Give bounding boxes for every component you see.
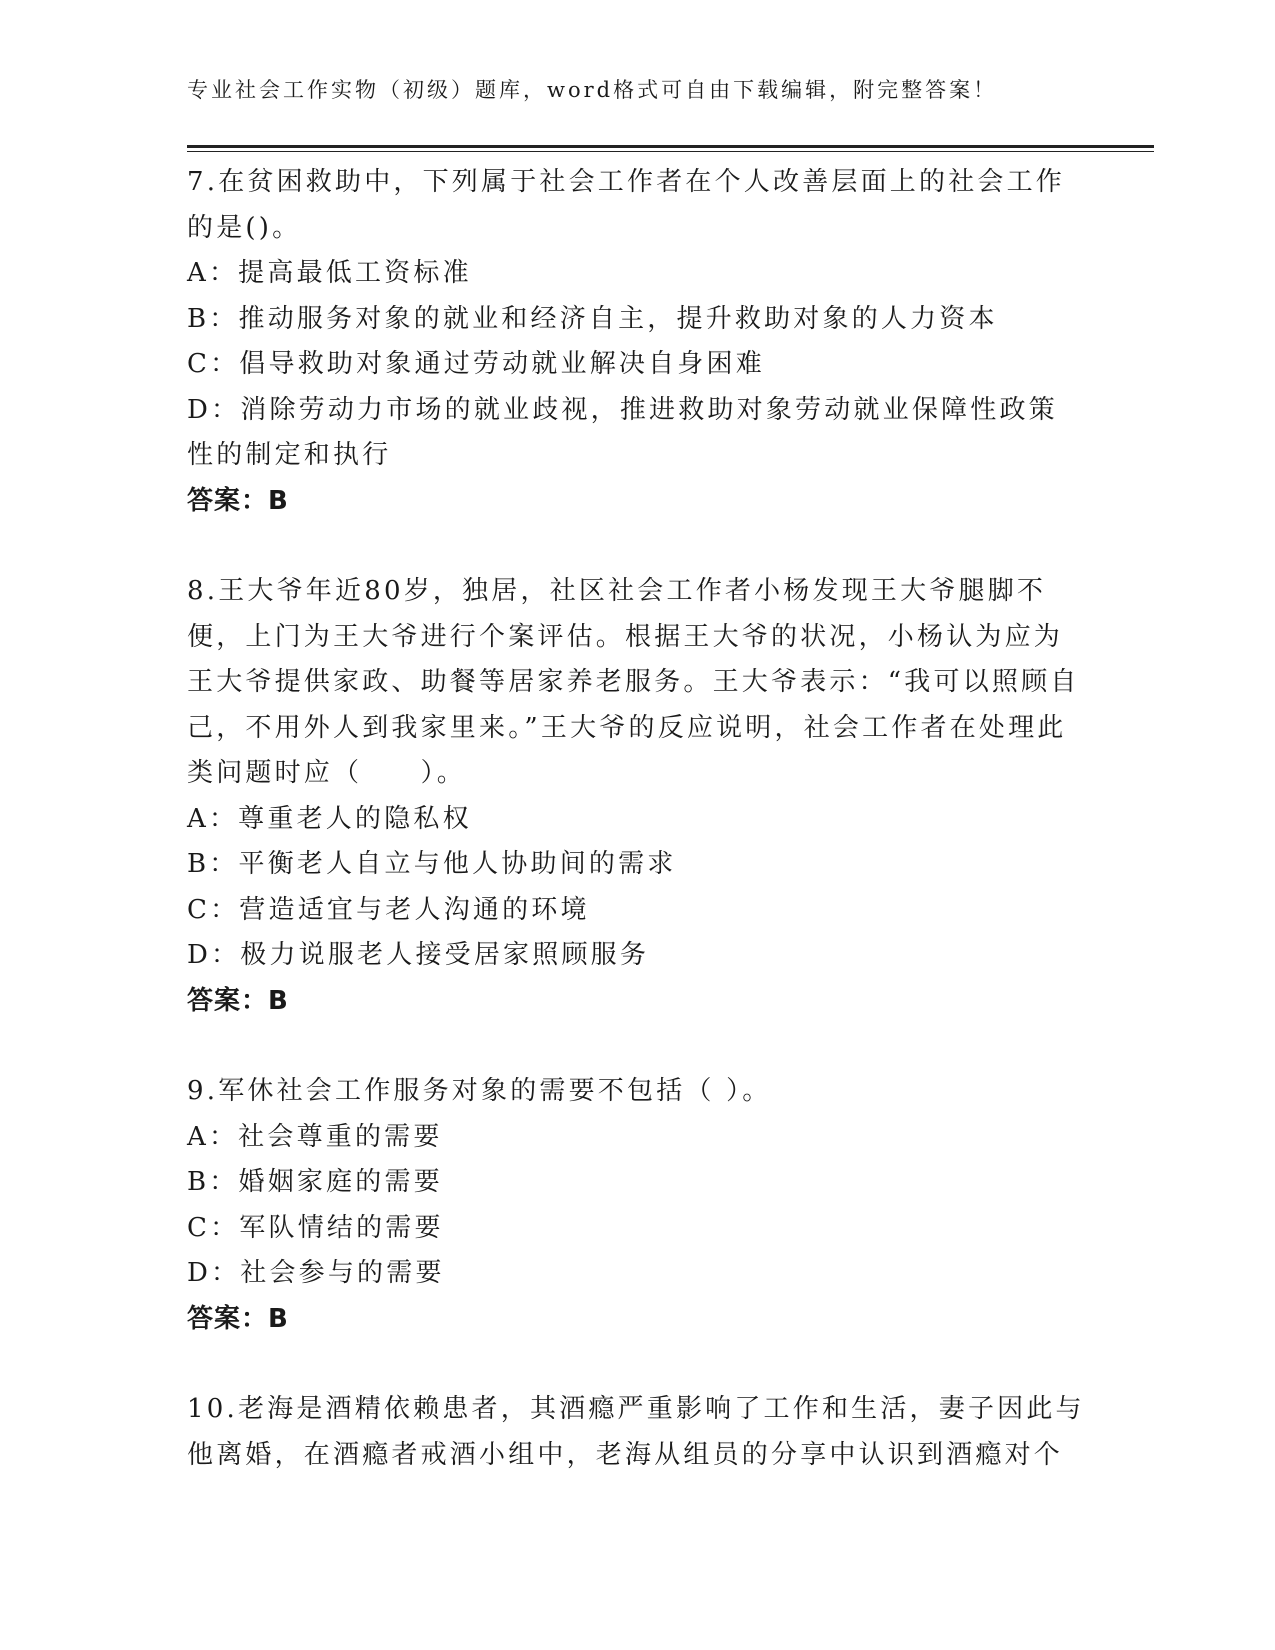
option-b: B：推动服务对象的就业和经济自主，提升救助对象的人力资本 (187, 303, 998, 334)
question-stem: 9.军休社会工作服务对象的需要不包括（ ）。 (187, 1076, 772, 1106)
option-c: C：营造适宜与老人沟通的环境 (187, 894, 590, 925)
option-c: C：倡导救助对象通过劳动就业解决自身困难 (187, 349, 765, 379)
page-header-title: 专业社会工作实物（初级）题库，word格式可自由下载编辑，附完整答案！ (187, 78, 998, 102)
question-7 (187, 160, 1087, 524)
answer-line: 答案：B (187, 985, 289, 1016)
question-stem: 7.在贫困救助中，下列属于社会工作者在个人改善层面上的社会工作的是()。 (187, 167, 1066, 243)
spacer (187, 524, 1087, 569)
question-stem: 8.王大爷年近80岁，独居，社区社会工作者小杨发现王大爷腿脚不便，上门为王大爷进行个案评估。根据王大爷的状况，小杨认为应为王大爷提供家政、助餐等居家养老服务。王大爷表示：“我可以照顾自己，不用外人到我家里来。”王大爷的反应说明，社会工作者在处理此类问题时应（ ）。 (187, 576, 1080, 788)
question-9 (187, 1069, 1087, 1342)
option-c: C：军队情结的需要 (187, 1212, 444, 1243)
option-a: A：提高最低工资标准 (187, 258, 472, 288)
question-stem: 10.老海是酒精依赖患者，其酒瘾严重影响了工作和生活，妻子因此与他离婚，在酒瘾者戒酒小组中，老海从组员的分享中认识到酒瘾对个 (187, 1394, 1085, 1470)
spacer (187, 1024, 1087, 1069)
option-d: D：消除劳动力市场的就业歧视，推进救助对象劳动就业保障性政策性的制定和执行 (187, 394, 1058, 470)
answer-line: 答案：B (187, 485, 289, 516)
option-a: A：社会尊重的需要 (187, 1121, 443, 1152)
question-list (187, 160, 1087, 1478)
question-10 (187, 1387, 1087, 1478)
option-b: B：婚姻家庭的需要 (187, 1167, 443, 1197)
question-8 (187, 569, 1087, 1024)
header-divider (187, 145, 1154, 152)
option-b: B：平衡老人自立与他人协助间的需求 (187, 849, 677, 879)
spacer (187, 1342, 1087, 1387)
answer-line: 答案：B (187, 1303, 289, 1334)
option-a: A：尊重老人的隐私权 (187, 803, 472, 834)
option-d: D：极力说服老人接受居家照顾服务 (187, 940, 650, 970)
option-d: D：社会参与的需要 (187, 1258, 445, 1288)
